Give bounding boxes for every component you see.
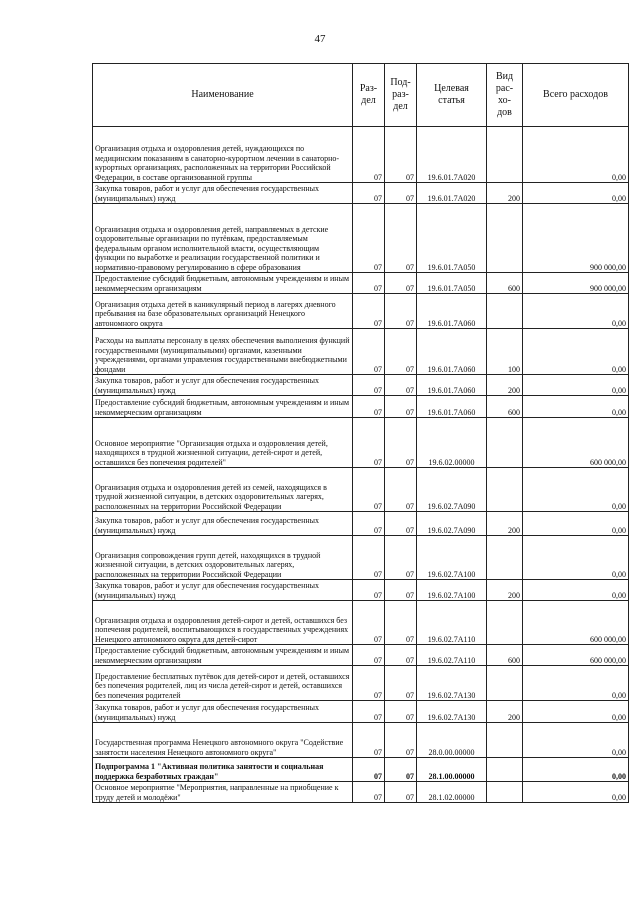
table-row — [93, 329, 629, 375]
cell-article: 19.6.02.7А090 — [417, 512, 487, 536]
table-row — [93, 701, 629, 723]
cell-section: 07 — [353, 723, 385, 758]
cell-article: 19.6.01.7А060 — [417, 294, 487, 329]
cell-total: 0,00 — [523, 183, 629, 204]
header-total: Всего расходов — [523, 64, 629, 127]
cell-section: 07 — [353, 666, 385, 701]
cell-expense-type — [487, 601, 523, 645]
cell-name: Закупка товаров, работ и услуг для обеспечения государственных (муниципальных) нужд — [93, 701, 353, 723]
cell-article: 19.6.01.7А060 — [417, 375, 487, 396]
cell-subsection: 07 — [385, 701, 417, 723]
cell-name: Предоставление субсидий бюджетным, автономным учреждениям и иным некоммерческим организациям — [93, 273, 353, 294]
cell-name: Основное мероприятие "Мероприятия, направленные на приобщение к труду детей и молодёжи" — [93, 782, 353, 803]
cell-subsection: 07 — [385, 536, 417, 580]
header-article: Целевая статья — [417, 64, 487, 127]
table-body — [93, 127, 629, 803]
table-row — [93, 204, 629, 273]
cell-subsection: 07 — [385, 601, 417, 645]
cell-section: 07 — [353, 645, 385, 666]
cell-total: 0,00 — [523, 723, 629, 758]
cell-total: 0,00 — [523, 512, 629, 536]
cell-section: 07 — [353, 782, 385, 803]
cell-name: Организация сопровождения групп детей, находящихся в трудной жизненной ситуации, в детских оздоровительных лагерях, расположенных на территории Российской Федерации — [93, 536, 353, 580]
table-row — [93, 127, 629, 183]
cell-subsection: 07 — [385, 645, 417, 666]
cell-section: 07 — [353, 512, 385, 536]
table-row — [93, 723, 629, 758]
cell-name: Предоставление бесплатных путёвок для детей-сирот и детей, оставшихся без попечения родителей, лиц из числа детей-сирот и детей, оставшихся без попечения родителей — [93, 666, 353, 701]
cell-section: 07 — [353, 204, 385, 273]
cell-expense-type — [487, 723, 523, 758]
cell-section: 07 — [353, 396, 385, 418]
header-name: Наименование — [93, 64, 353, 127]
cell-article: 19.6.02.7А110 — [417, 601, 487, 645]
cell-total: 600 000,00 — [523, 645, 629, 666]
cell-expense-type: 200 — [487, 375, 523, 396]
table-row — [93, 536, 629, 580]
cell-article: 19.6.01.7А050 — [417, 273, 487, 294]
cell-total: 0,00 — [523, 666, 629, 701]
page-number: 47 — [314, 33, 326, 45]
cell-subsection: 07 — [385, 127, 417, 183]
table-row — [93, 580, 629, 601]
cell-total: 0,00 — [523, 329, 629, 375]
cell-total: 0,00 — [523, 536, 629, 580]
cell-name: Предоставление субсидий бюджетным, автономным учреждениям и иным некоммерческим организациям — [93, 645, 353, 666]
cell-total: 0,00 — [523, 580, 629, 601]
cell-expense-type: 200 — [487, 580, 523, 601]
cell-section: 07 — [353, 329, 385, 375]
cell-name: Закупка товаров, работ и услуг для обеспечения государственных (муниципальных) нужд — [93, 375, 353, 396]
cell-name: Закупка товаров, работ и услуг для обеспечения государственных (муниципальных) нужд — [93, 512, 353, 536]
cell-article: 28.0.00.00000 — [417, 723, 487, 758]
cell-subsection: 07 — [385, 418, 417, 468]
cell-section: 07 — [353, 127, 385, 183]
cell-name: Закупка товаров, работ и услуг для обеспечения государственных (муниципальных) нужд — [93, 580, 353, 601]
cell-subsection: 07 — [385, 294, 417, 329]
cell-section: 07 — [353, 294, 385, 329]
cell-name: Закупка товаров, работ и услуг для обеспечения государственных (муниципальных) нужд — [93, 183, 353, 204]
header-expense-type: Вид рас- хо- дов — [487, 64, 523, 127]
header-row — [93, 64, 629, 127]
cell-expense-type: 600 — [487, 645, 523, 666]
table-row — [93, 294, 629, 329]
cell-total: 0,00 — [523, 468, 629, 512]
cell-total: 0,00 — [523, 294, 629, 329]
table-row — [93, 645, 629, 666]
table-row — [93, 758, 629, 782]
cell-expense-type: 600 — [487, 396, 523, 418]
cell-section: 07 — [353, 375, 385, 396]
cell-name: Расходы на выплаты персоналу в целях обеспечения выполнения функций государственными (муниципальными) органами, казенными учреждениями, органами управления государственными внебюджетными фондами — [93, 329, 353, 375]
cell-section: 07 — [353, 273, 385, 294]
table-row — [93, 468, 629, 512]
header-section: Раз- дел — [353, 64, 385, 127]
cell-name: Организация отдыха и оздоровления детей, направляемых в детские оздоровительные организации по путёвкам, предоставляемым федеральным органом исполнительной власти, осуществляющим функции по выработке и реализации государственной политики и нормативно-правовому регулированию в сфере образования — [93, 204, 353, 273]
cell-article: 19.6.02.00000 — [417, 418, 487, 468]
cell-total: 0,00 — [523, 701, 629, 723]
cell-article: 19.6.02.7А100 — [417, 580, 487, 601]
cell-section: 07 — [353, 536, 385, 580]
cell-total: 900 000,00 — [523, 273, 629, 294]
cell-total: 600 000,00 — [523, 601, 629, 645]
cell-name: Организация отдыха и оздоровления детей из семей, находящихся в трудной жизненной ситуации, в детских оздоровительных лагерях, расположенных на территории Российской Федерации — [93, 468, 353, 512]
cell-subsection: 07 — [385, 468, 417, 512]
cell-article: 28.1.02.00000 — [417, 782, 487, 803]
cell-subsection: 07 — [385, 580, 417, 601]
cell-name: Основное мероприятие "Организация отдыха и оздоровления детей, находящихся в трудной жизненной ситуации, детей-сирот и детей, оставшихся без попечения родителей" — [93, 418, 353, 468]
cell-name: Организация отдыха и оздоровления детей-сирот и детей, оставшихся без попечения родителей, воспитывающихся в государственных учреждениях Ненецкого автономного округа для детей-сирот — [93, 601, 353, 645]
cell-article: 19.6.01.7А020 — [417, 183, 487, 204]
cell-expense-type — [487, 294, 523, 329]
cell-expense-type — [487, 204, 523, 273]
cell-subsection: 07 — [385, 273, 417, 294]
cell-article: 19.6.01.7А020 — [417, 127, 487, 183]
table-row — [93, 418, 629, 468]
table-row — [93, 666, 629, 701]
cell-total: 0,00 — [523, 782, 629, 803]
cell-article: 19.6.02.7А090 — [417, 468, 487, 512]
cell-name: Подпрограмма 1 "Активная политика занятости и социальная поддержка безработных граждан" — [93, 758, 353, 782]
cell-section: 07 — [353, 701, 385, 723]
table-row — [93, 396, 629, 418]
table-row — [93, 375, 629, 396]
cell-article: 19.6.01.7А060 — [417, 396, 487, 418]
cell-subsection: 07 — [385, 758, 417, 782]
cell-article: 19.6.01.7А050 — [417, 204, 487, 273]
cell-subsection: 07 — [385, 329, 417, 375]
cell-subsection: 07 — [385, 512, 417, 536]
cell-article: 19.6.02.7А100 — [417, 536, 487, 580]
cell-subsection: 07 — [385, 375, 417, 396]
cell-subsection: 07 — [385, 183, 417, 204]
cell-article: 19.6.02.7А130 — [417, 666, 487, 701]
cell-expense-type: 200 — [487, 183, 523, 204]
cell-section: 07 — [353, 758, 385, 782]
budget-table — [92, 63, 629, 803]
cell-section: 07 — [353, 580, 385, 601]
table-row — [93, 512, 629, 536]
cell-expense-type: 200 — [487, 512, 523, 536]
cell-section: 07 — [353, 468, 385, 512]
cell-expense-type — [487, 536, 523, 580]
table-row — [93, 601, 629, 645]
cell-article: 28.1.00.00000 — [417, 758, 487, 782]
cell-section: 07 — [353, 183, 385, 204]
cell-expense-type — [487, 666, 523, 701]
cell-expense-type — [487, 127, 523, 183]
cell-expense-type — [487, 418, 523, 468]
cell-section: 07 — [353, 418, 385, 468]
cell-name: Организация отдыха и оздоровления детей, нуждающихся по медицинским показаниям в санаторно-курортном лечении в санаторно-курортных организациях, расположенных на территории Российской Федерации, в составе организованной группы — [93, 127, 353, 183]
cell-expense-type — [487, 468, 523, 512]
cell-name: Государственная программа Ненецкого автономного округа "Содействие занятости населения Ненецкого автономного округа" — [93, 723, 353, 758]
cell-subsection: 07 — [385, 396, 417, 418]
cell-total: 0,00 — [523, 758, 629, 782]
cell-subsection: 07 — [385, 666, 417, 701]
table-row — [93, 273, 629, 294]
cell-article: 19.6.02.7А110 — [417, 645, 487, 666]
cell-total: 600 000,00 — [523, 418, 629, 468]
cell-total: 900 000,00 — [523, 204, 629, 273]
cell-expense-type: 200 — [487, 701, 523, 723]
cell-expense-type: 600 — [487, 273, 523, 294]
cell-subsection: 07 — [385, 204, 417, 273]
cell-total: 0,00 — [523, 127, 629, 183]
cell-section: 07 — [353, 601, 385, 645]
header-subsection: Под- раз- дел — [385, 64, 417, 127]
cell-expense-type — [487, 758, 523, 782]
cell-name: Предоставление субсидий бюджетным, автономным учреждениям и иным некоммерческим организациям — [93, 396, 353, 418]
cell-subsection: 07 — [385, 782, 417, 803]
cell-subsection: 07 — [385, 723, 417, 758]
cell-expense-type — [487, 782, 523, 803]
table-row — [93, 183, 629, 204]
table-row — [93, 782, 629, 803]
cell-article: 19.6.01.7А060 — [417, 329, 487, 375]
cell-total: 0,00 — [523, 396, 629, 418]
cell-name: Организация отдыха детей в каникулярный период в лагерях дневного пребывания на базе образовательных организаций Ненецкого автономного округа — [93, 294, 353, 329]
cell-total: 0,00 — [523, 375, 629, 396]
cell-expense-type: 100 — [487, 329, 523, 375]
cell-article: 19.6.02.7А130 — [417, 701, 487, 723]
